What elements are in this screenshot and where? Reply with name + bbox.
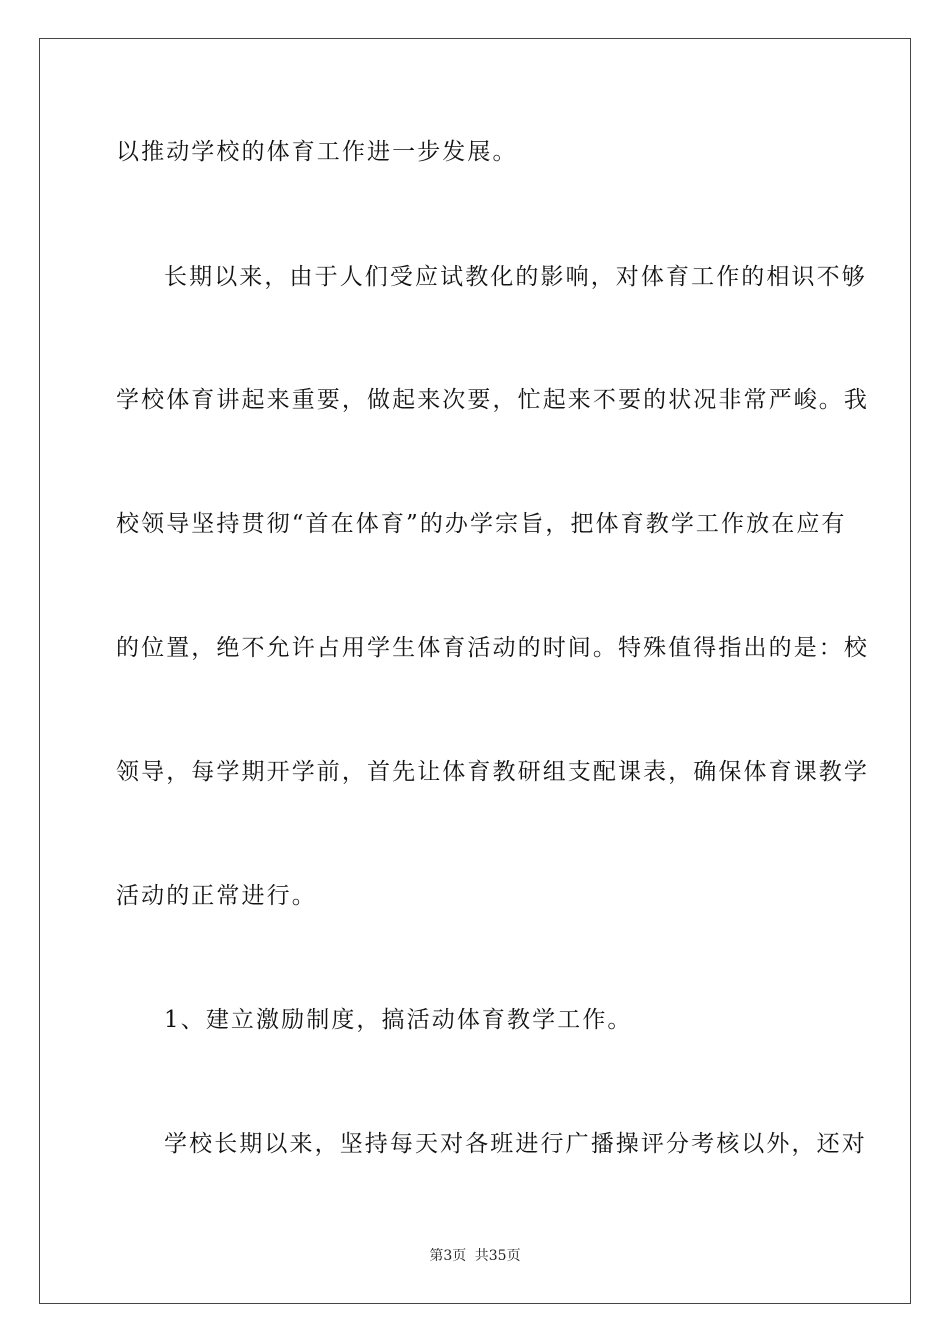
text-line-7: 活动的正常进行。 <box>116 883 317 909</box>
text-line-8: 1、建立激励制度，搞活动体育教学工作。 <box>164 1007 633 1033</box>
text-line-3: 学校体育讲起来重要，做起来次要，忙起来不要的状况非常严峻。我 <box>116 387 869 413</box>
current-page-label: 第3页 <box>429 1248 467 1264</box>
text-line-5: 的位置，绝不允许占用学生体育活动的时间。特殊值得指出的是：校 <box>116 635 869 661</box>
page-footer <box>0 1246 950 1266</box>
total-pages-label: 共35页 <box>474 1248 521 1264</box>
text-line-9: 学校长期以来，坚持每天对各班进行广播操评分考核以外，还对 <box>164 1131 867 1157</box>
text-line-2: 长期以来，由于人们受应试教化的影响，对体育工作的相识不够 <box>164 264 867 290</box>
page-border <box>39 38 911 1304</box>
text-line-1: 以推动学校的体育工作进一步发展。 <box>116 139 518 165</box>
text-line-4: 校领导坚持贯彻“首在体育”的办学宗旨，把体育教学工作放在应有 <box>116 511 847 537</box>
text-line-6: 领导，每学期开学前，首先让体育教研组支配课表，确保体育课教学 <box>116 759 869 785</box>
